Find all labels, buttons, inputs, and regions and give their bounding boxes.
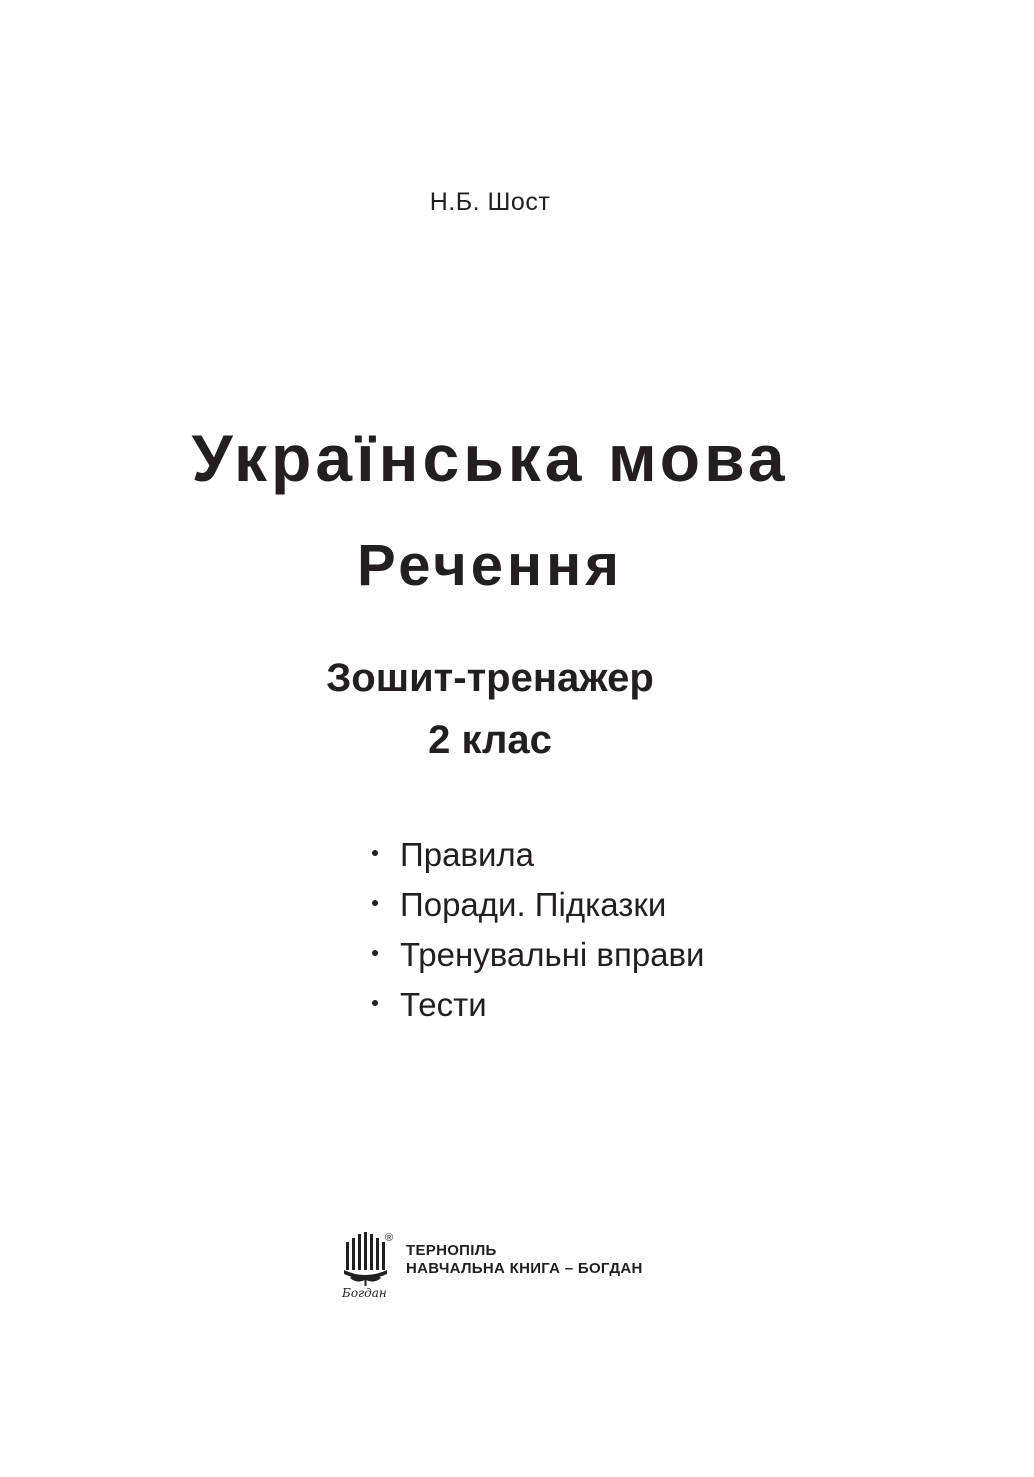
publisher-name: НАВЧАЛЬНА КНИГА – БОГДАН <box>406 1260 643 1277</box>
feature-text: Поради. Підказки <box>400 886 667 923</box>
feature-item <box>368 930 705 980</box>
book-subtitle: Речення <box>357 533 623 598</box>
author-name: Н.Б. Шост <box>429 188 551 216</box>
bullet-icon <box>372 1000 378 1006</box>
publisher-text <box>406 1242 643 1278</box>
feature-item <box>368 880 705 930</box>
registered-mark: ® <box>385 1232 394 1244</box>
feature-item <box>368 980 705 1030</box>
bullet-icon <box>372 950 378 956</box>
book-type: Зошит-тренажер <box>326 656 654 700</box>
feature-text: Правила <box>400 836 534 873</box>
feature-text: Тести <box>400 986 487 1023</box>
features-list <box>368 830 705 1030</box>
feature-item <box>368 830 705 880</box>
bullet-icon <box>372 850 378 856</box>
logo-caption: Богдан <box>342 1286 387 1300</box>
book-title: Українська мова <box>191 421 789 495</box>
bullet-icon <box>372 900 378 906</box>
publisher-city: ТЕРНОПІЛЬ <box>406 1242 497 1259</box>
feature-text: Тренувальні вправи <box>400 936 705 973</box>
grade-label: 2 клас <box>428 718 552 762</box>
